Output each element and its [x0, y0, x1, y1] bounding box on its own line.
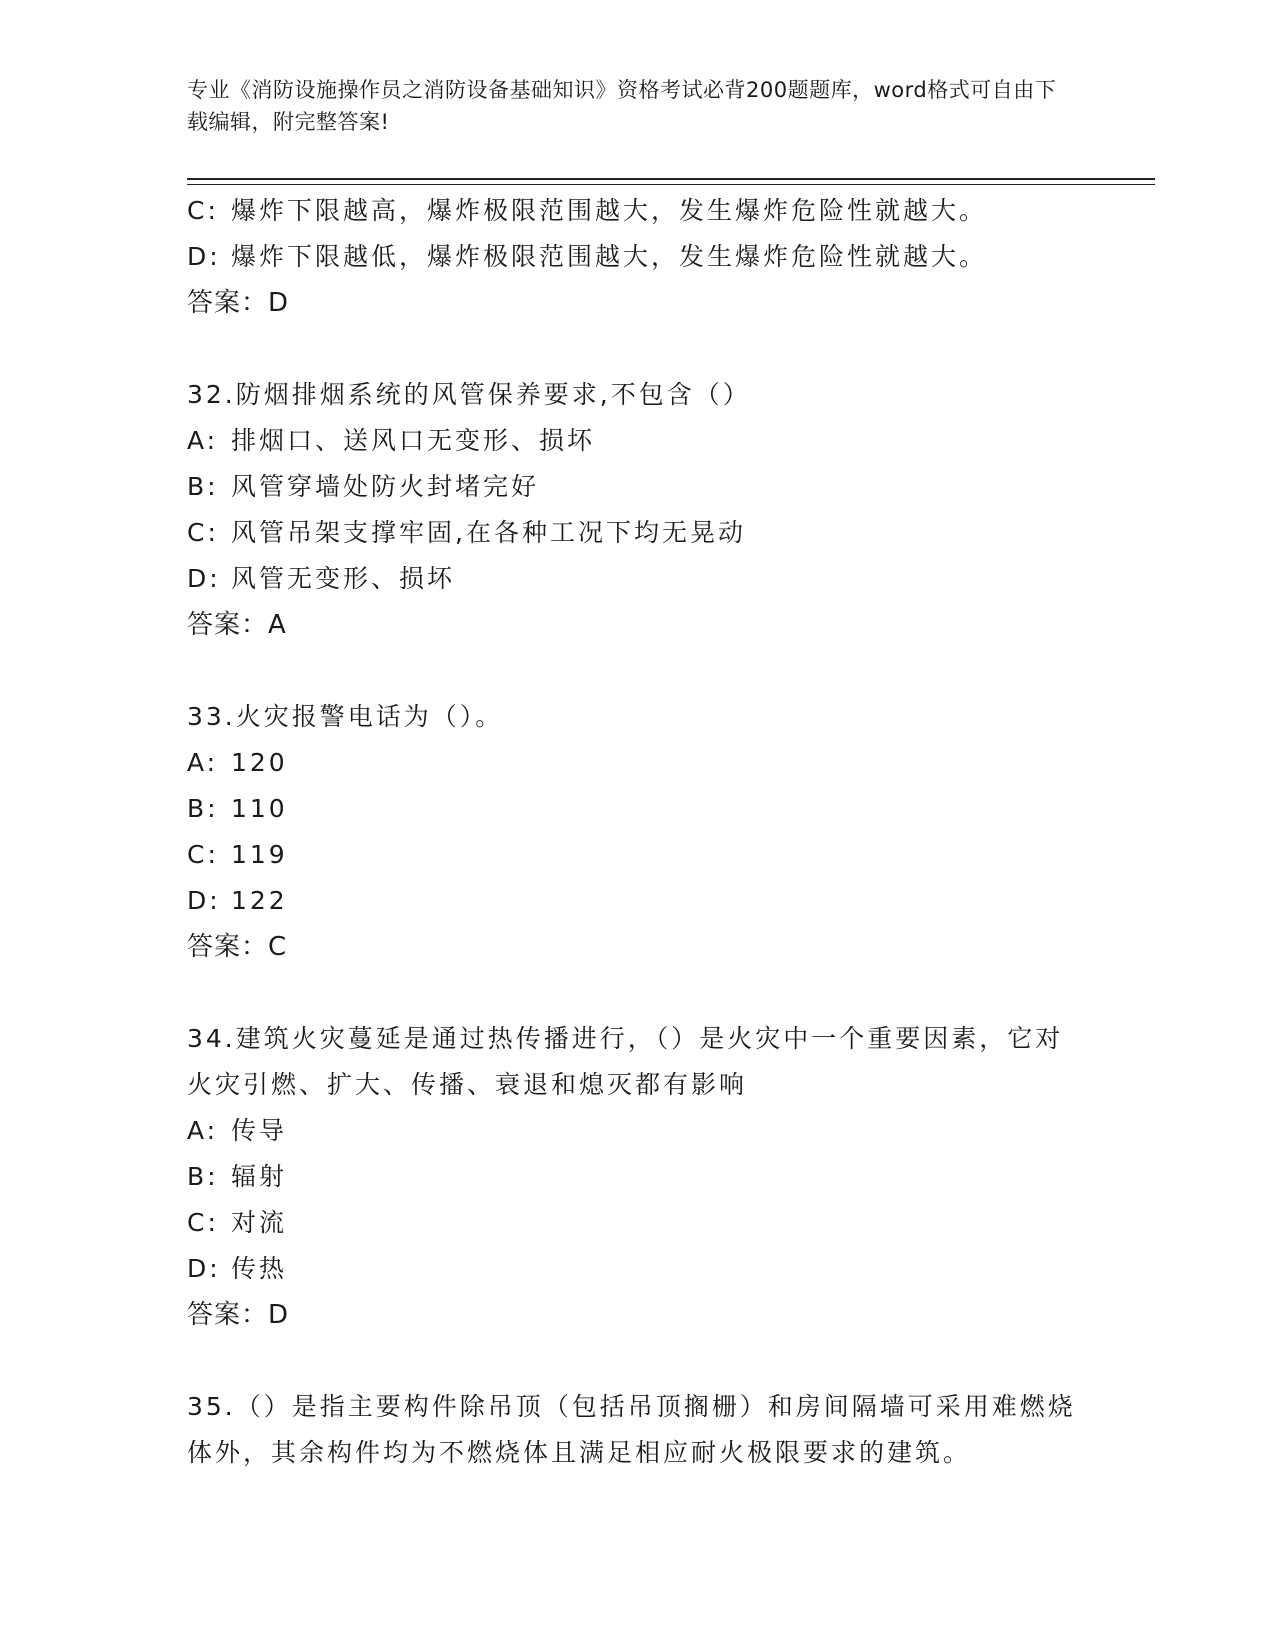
header-divider-thin [187, 184, 1155, 185]
document-header-title: 专业《消防设施操作员之消防设备基础知识》资格考试必背200题题库，word格式可自由下载编辑，附完整答案! [187, 78, 1057, 134]
option-c [187, 188, 1107, 234]
option-d [187, 556, 1107, 602]
option-d [187, 234, 1107, 280]
option-a [187, 418, 1107, 464]
option-text: 120 [231, 748, 288, 777]
option-label: D: [187, 886, 221, 915]
option-a [187, 740, 1107, 786]
option-label: A: [187, 748, 219, 777]
header-divider-thick [187, 178, 1155, 180]
option-label: B: [187, 794, 219, 823]
answer-line: 答案：A [187, 610, 287, 640]
option-text: 风管吊架支撑牢固,在各种工况下均无晃动 [231, 518, 746, 547]
option-c [187, 510, 1107, 556]
question-stem: 32.防烟排烟系统的风管保养要求,不包含（） [187, 380, 751, 409]
option-text: 122 [231, 886, 288, 915]
option-label: A: [187, 426, 219, 455]
question-33 [187, 694, 1107, 970]
spacer [187, 970, 1107, 1016]
option-label: A: [187, 1116, 219, 1145]
option-a [187, 1108, 1107, 1154]
partial-question [187, 188, 1107, 326]
option-label: B: [187, 1162, 219, 1191]
question-stem: 35.（）是指主要构件除吊顶（包括吊顶搁栅）和房间隔墙可采用难燃烧体外，其余构件均为不燃烧体且满足相应耐火极限要求的建筑。 [187, 1392, 1076, 1467]
option-text: 传导 [231, 1116, 288, 1145]
option-c [187, 832, 1107, 878]
question-list [187, 188, 1107, 1476]
option-label: C: [187, 518, 219, 547]
option-b [187, 786, 1107, 832]
option-c [187, 1200, 1107, 1246]
option-label: C: [187, 196, 219, 225]
question-35 [187, 1384, 1107, 1476]
spacer [187, 326, 1107, 372]
option-text: 排烟口、送风口无变形、损坏 [231, 426, 596, 455]
option-text: 爆炸下限越高，爆炸极限范围越大，发生爆炸危险性就越大。 [231, 196, 988, 225]
option-label: D: [187, 242, 221, 271]
option-text: 爆炸下限越低，爆炸极限范围越大，发生爆炸危险性就越大。 [231, 242, 988, 271]
question-stem: 33.火灾报警电话为（）。 [187, 702, 504, 731]
option-label: C: [187, 1208, 219, 1237]
option-text: 110 [231, 794, 288, 823]
option-text: 传热 [231, 1254, 288, 1283]
spacer [187, 1338, 1107, 1384]
answer-line: 答案：D [187, 1300, 290, 1330]
option-text: 119 [231, 840, 288, 869]
question-32 [187, 372, 1107, 648]
option-text: 风管穿墙处防火封堵完好 [231, 472, 540, 501]
option-label: C: [187, 840, 219, 869]
option-label: B: [187, 472, 219, 501]
answer-line: 答案：C [187, 932, 288, 962]
option-d [187, 1246, 1107, 1292]
question-34 [187, 1016, 1107, 1338]
option-text: 风管无变形、损坏 [231, 564, 456, 593]
question-stem: 34.建筑火灾蔓延是通过热传播进行，（）是火灾中一个重要因素，它对火灾引燃、扩大、传播、衰退和熄灭都有影响 [187, 1024, 1064, 1099]
option-text: 对流 [231, 1208, 288, 1237]
option-label: D: [187, 564, 221, 593]
option-text: 辐射 [231, 1162, 288, 1191]
option-b [187, 1154, 1107, 1200]
option-label: D: [187, 1254, 221, 1283]
answer-line: 答案：D [187, 288, 290, 318]
spacer [187, 648, 1107, 694]
option-b [187, 464, 1107, 510]
option-d [187, 878, 1107, 924]
